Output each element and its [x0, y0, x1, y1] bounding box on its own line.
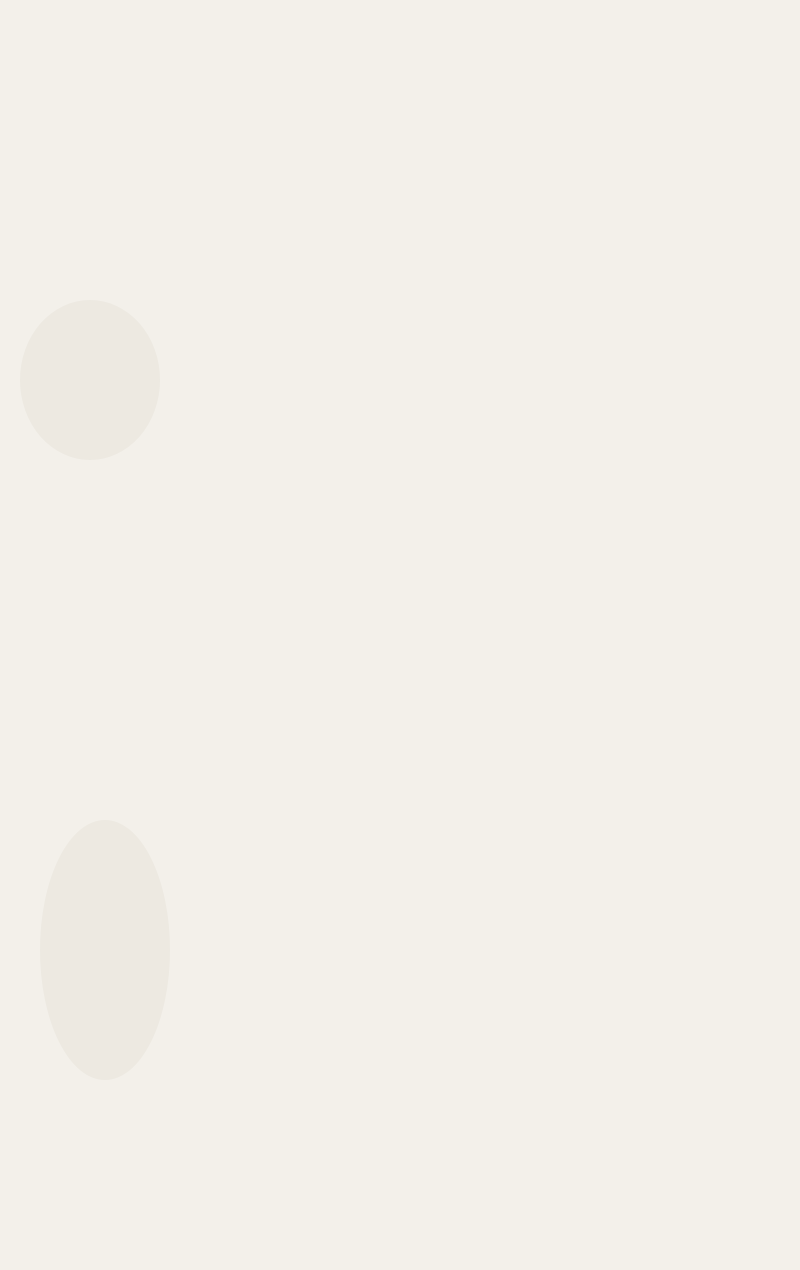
paper-stain: [40, 820, 170, 1080]
paper-stain: [20, 300, 160, 460]
